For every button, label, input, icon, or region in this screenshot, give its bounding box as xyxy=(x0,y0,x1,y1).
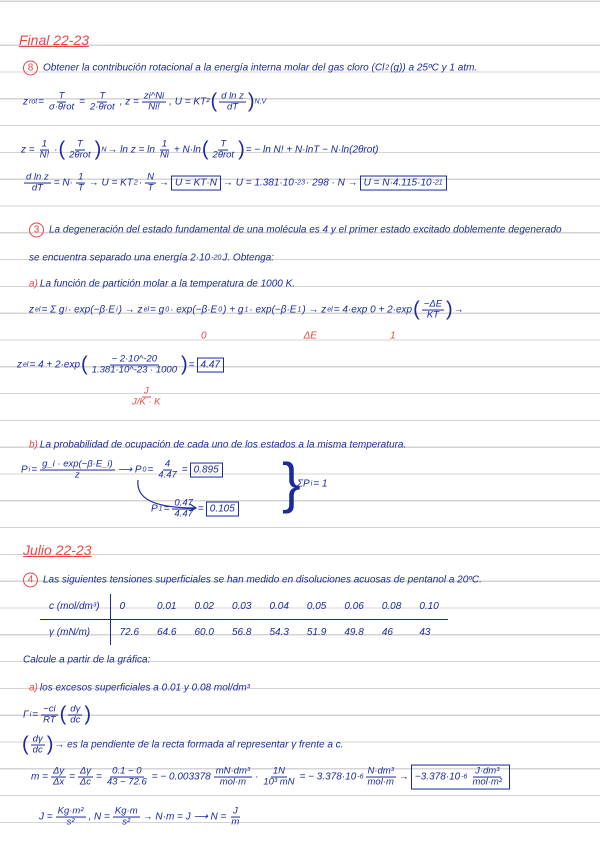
numerator: T xyxy=(58,90,65,102)
text: = xyxy=(147,464,154,476)
zel-derivation xyxy=(28,300,465,321)
text: = 4·exp 0 + 2·exp xyxy=(333,304,413,316)
text: 0.895 xyxy=(193,464,219,476)
denominator: 2θrot xyxy=(69,149,91,161)
parenthesis: ) xyxy=(446,299,453,321)
numerator: J·dm³ xyxy=(475,765,500,777)
subscript: 0 xyxy=(165,306,170,314)
fraction xyxy=(156,460,179,481)
text: ) → z xyxy=(118,304,143,316)
numerator: 0.1 − 0 xyxy=(112,765,142,777)
numerator: J xyxy=(143,385,149,397)
superscript: 2 xyxy=(133,179,138,187)
text: = xyxy=(96,771,102,783)
fraction xyxy=(211,140,237,161)
internal-energy-result xyxy=(22,173,448,194)
text: Calcule a partir de la gráfica: xyxy=(23,654,151,666)
slope-calculation xyxy=(30,765,511,790)
superscript: -23 xyxy=(294,179,305,187)
red-annotation: a) xyxy=(29,682,38,694)
parenthesis: ) xyxy=(181,354,188,376)
text: 0.105 xyxy=(209,503,235,515)
text: La función de partición molar a la temperatura de 1000 K. xyxy=(39,278,296,290)
subscript: i xyxy=(29,711,32,719)
fraction xyxy=(88,92,117,113)
numerator: 1 xyxy=(41,138,48,150)
part-a-surface-excess xyxy=(28,683,251,694)
fraction xyxy=(76,173,86,194)
unit-annotation xyxy=(128,387,165,408)
denominator: 1.381·10^-23 · 1000 xyxy=(91,364,177,376)
text: m = xyxy=(31,771,48,783)
text: = Σ g xyxy=(41,304,65,316)
parenthesis: ) xyxy=(238,139,245,161)
part-b-question xyxy=(28,440,407,451)
numerator: mN·dm³ xyxy=(215,765,251,777)
parenthesis: ( xyxy=(22,734,29,756)
text: Las siguientes tensiones superficiales se han medido en disoluciones acuosas de pentanol a 20ºC. xyxy=(43,574,482,586)
text: U = KT·N xyxy=(175,177,217,189)
text: · exp(−β·E xyxy=(170,304,218,316)
text: −3.378·10 xyxy=(414,771,461,783)
parenthesis: ( xyxy=(201,139,209,161)
text: Γ xyxy=(23,709,29,721)
concentration-cell: 0.10 xyxy=(410,594,447,620)
text: = xyxy=(188,359,195,371)
tension-cell: 60.0 xyxy=(194,627,214,638)
fraction xyxy=(229,807,241,828)
tension-cell: 43 xyxy=(419,627,431,638)
numerator: J xyxy=(232,805,238,817)
text: → xyxy=(398,771,409,783)
numerator: T xyxy=(99,90,106,102)
text: → ln z = ln xyxy=(107,144,155,156)
numerator: T xyxy=(220,138,227,150)
section-heading: Final 22-23 xyxy=(19,32,90,48)
text: → es la pendiente de la recta formada al representar γ frente a c. xyxy=(54,739,344,751)
fraction xyxy=(78,767,93,788)
fraction xyxy=(261,767,296,788)
concentration-cell: 0.05 xyxy=(298,594,335,620)
red-annotation: ΔE xyxy=(303,330,317,342)
red-annotation: a) xyxy=(29,278,38,290)
numerator: T xyxy=(77,138,83,150)
fraction xyxy=(113,807,140,828)
text: + N·ln xyxy=(173,144,201,156)
subscript: N,V xyxy=(254,98,267,106)
text: z xyxy=(17,359,22,371)
boxed-result xyxy=(360,176,447,191)
text: P xyxy=(151,503,158,515)
denominator: s² xyxy=(66,816,75,828)
subscript: rot xyxy=(29,98,38,106)
text: ⟶ P xyxy=(117,464,142,476)
denominator: σ·θrot xyxy=(49,101,75,113)
denominator: s² xyxy=(122,816,131,828)
numerator: −ci xyxy=(43,703,56,715)
red-annotation: 0 xyxy=(201,330,207,342)
problem-number: 3 xyxy=(29,223,44,238)
fraction xyxy=(158,140,171,161)
fraction xyxy=(56,807,86,828)
subscript: 1 xyxy=(158,505,163,513)
text: → xyxy=(159,177,170,189)
numerator: Kg·m xyxy=(114,805,138,817)
concentration-cell: 0 xyxy=(110,594,148,620)
text: → xyxy=(453,304,464,316)
subscript: 1 xyxy=(244,306,249,314)
subscript: i xyxy=(116,306,118,314)
superscript: -6 xyxy=(357,773,364,781)
superscript: N xyxy=(101,146,107,154)
parenthesis: ( xyxy=(59,704,67,726)
denominator: 43 − 72.6 xyxy=(106,776,147,788)
text: → U = KT xyxy=(88,177,133,189)
denominator: T xyxy=(77,182,84,194)
text: → U = 1.381·10 xyxy=(222,177,294,189)
fraction xyxy=(41,705,58,726)
text: = xyxy=(197,503,204,515)
denominator: N! xyxy=(39,149,50,161)
problem-3-statement-cont xyxy=(28,253,275,264)
subscript: 1 xyxy=(297,306,302,314)
text: = 4 + 2·exp xyxy=(29,359,81,371)
concentration-cell: 0.06 xyxy=(335,594,372,620)
superscript: -6 xyxy=(461,773,468,781)
parenthesis: ( xyxy=(413,299,420,321)
text: = xyxy=(163,503,170,515)
tension-cell: 54.3 xyxy=(269,627,289,638)
probability-sum xyxy=(296,479,328,490)
row-header: γ (mN/m) xyxy=(40,620,110,646)
text: J. Obtenga: xyxy=(222,252,275,264)
text: = g xyxy=(150,304,165,316)
text: La degeneración del estado fundamental de una molécula es 4 y el primer estado excitado doblemente degenerado xyxy=(49,224,562,236)
denominator: mol·m xyxy=(219,776,247,788)
text: z xyxy=(23,96,28,108)
denominator: 4.47 xyxy=(174,508,193,520)
text: z xyxy=(29,304,34,316)
subscript: i xyxy=(65,306,67,314)
denominator: 4.47 xyxy=(158,469,177,481)
text: = xyxy=(181,464,188,476)
concentration-cell: 0.02 xyxy=(186,594,223,620)
subscript: i xyxy=(28,466,31,474)
tension-cell: 49.8 xyxy=(344,627,364,638)
text: = 1 xyxy=(313,478,328,490)
numerator: Δγ xyxy=(79,765,92,777)
denominator: KT xyxy=(426,309,439,321)
numerator: d ln z xyxy=(221,90,244,102)
numerator: dγ xyxy=(70,703,81,715)
numerator: 0.47 xyxy=(174,497,193,509)
fraction xyxy=(219,92,246,113)
fraction xyxy=(142,92,166,113)
fraction xyxy=(47,92,76,113)
text: = N· xyxy=(53,177,73,189)
concentration-cell: 0.08 xyxy=(373,594,410,620)
subscript: 2 xyxy=(385,64,390,72)
text: U = N·4.115·10 xyxy=(363,177,432,189)
text: J = xyxy=(39,811,53,823)
numerator: 1N xyxy=(272,765,286,777)
text: (g)) a 25ºC y 1 atm. xyxy=(390,62,478,74)
numerator: N·dm³ xyxy=(367,765,394,777)
rot-formulas xyxy=(22,92,266,113)
subscript: el xyxy=(35,306,41,314)
text: · xyxy=(138,177,143,189)
concentration-cell: 0.04 xyxy=(260,594,297,620)
tension-cell: 46 xyxy=(381,627,393,638)
text: = xyxy=(69,771,75,783)
numerator: −ΔE xyxy=(423,298,443,310)
text: P xyxy=(21,464,28,476)
denominator: Δx xyxy=(52,776,65,788)
parenthesis: ( xyxy=(210,91,218,113)
text: · 298 · N → xyxy=(305,177,358,189)
subscript: 0 xyxy=(142,466,147,474)
fraction xyxy=(24,173,51,194)
problem-4-statement xyxy=(22,573,483,588)
numerator: − 2·10^-20 xyxy=(111,353,158,365)
numerator: 4 xyxy=(164,458,171,470)
parenthesis: ( xyxy=(81,354,88,376)
tension-cell: 51.9 xyxy=(306,627,327,638)
text: = − 3.378·10 xyxy=(299,771,357,783)
text: = − ln N! + N·lnT − N·ln(2θrot) xyxy=(245,144,379,156)
numerator: g_i · exp(−β·E_i) xyxy=(42,458,113,470)
text: · xyxy=(255,771,259,783)
parenthesis: ) xyxy=(247,91,255,113)
red-annotation: 1 xyxy=(389,330,396,342)
fraction xyxy=(172,499,195,520)
numerator: dγ xyxy=(32,733,43,745)
calc-instruction xyxy=(22,655,151,666)
text: , N = xyxy=(88,811,110,823)
text: · exp(−β·E xyxy=(249,304,297,316)
text: = xyxy=(79,96,85,108)
boxed-result xyxy=(190,463,223,478)
fraction xyxy=(145,173,156,194)
concentration-cell: 0.01 xyxy=(148,594,185,620)
numerator: 1 xyxy=(161,138,168,150)
text: , z = xyxy=(119,96,139,108)
boxed-result xyxy=(206,502,239,517)
problem-number: 8 xyxy=(23,61,38,76)
section-title-julio xyxy=(22,542,93,558)
concentration-cell: 0.03 xyxy=(223,594,260,620)
denominator: dc xyxy=(70,714,81,726)
numerator: d ln z xyxy=(26,171,49,183)
denominator: dT xyxy=(226,101,239,113)
subscript: 0 xyxy=(218,306,223,314)
text: La probabilidad de ocupación de cada uno de los estados a la misma temperatura. xyxy=(39,439,407,451)
denominator: J/K · K xyxy=(132,396,161,408)
part-a-question xyxy=(28,279,296,290)
red-annotations xyxy=(200,331,397,342)
text: 4.47 xyxy=(200,359,220,371)
subscript: el xyxy=(143,306,150,314)
text: ) + g xyxy=(223,304,244,316)
boxed-result xyxy=(411,765,510,790)
red-annotation: b) xyxy=(29,439,38,451)
text: Obtener la contribución rotacional a la energía interna molar del gas cloro (Cl xyxy=(43,62,385,74)
fraction xyxy=(67,140,93,161)
subscript: el xyxy=(327,306,333,314)
p0-result xyxy=(20,460,224,481)
numerator: Kg·m² xyxy=(57,805,84,817)
text: = xyxy=(31,464,38,476)
parenthesis: ) xyxy=(94,139,102,161)
text: = xyxy=(32,709,39,721)
lnz-derivation xyxy=(20,140,379,161)
text: · xyxy=(54,144,58,156)
denominator: T xyxy=(147,182,154,194)
tension-cell: 64.6 xyxy=(157,627,177,638)
denominator: RT xyxy=(43,714,56,726)
text: = − 0.003378 xyxy=(151,771,211,783)
denominator: mol·m xyxy=(367,776,394,788)
denominator: 10³ mN xyxy=(263,776,295,788)
denominator: 2·θrot xyxy=(90,101,115,113)
text: los excesos superficiales a 0.01 y 0.08 mol/dm³ xyxy=(39,682,251,694)
tension-cell: 72.6 xyxy=(119,627,140,638)
gibbs-equation xyxy=(22,705,91,726)
denominator: 2θrot xyxy=(212,149,235,161)
fraction xyxy=(51,767,66,788)
parenthesis: ) xyxy=(84,704,91,726)
text: se encuentra separado una energía 2·10 xyxy=(29,252,211,264)
fraction xyxy=(422,300,444,321)
text: · exp(−β·E xyxy=(67,304,116,316)
text: ΣP xyxy=(297,478,310,490)
text: ) → z xyxy=(302,304,327,316)
boxed-result xyxy=(197,358,224,373)
section-title-final xyxy=(18,32,90,48)
fraction xyxy=(105,767,149,788)
row-header: c (mol/dm³) xyxy=(40,594,110,620)
fraction xyxy=(130,387,163,408)
boxed-result xyxy=(171,176,221,191)
numerator: Δy xyxy=(52,765,65,777)
text: = xyxy=(38,96,45,108)
parenthesis: ) xyxy=(46,734,54,756)
denominator: Ni xyxy=(159,149,169,161)
superscript: -20 xyxy=(211,254,222,262)
denominator: mol·m² xyxy=(472,776,503,788)
problem-number: 4 xyxy=(23,573,38,588)
denominator: dT xyxy=(31,182,43,194)
numerator: 1 xyxy=(78,171,84,183)
section-heading: Julio 22-23 xyxy=(23,542,92,558)
fraction xyxy=(40,460,115,481)
fraction xyxy=(38,140,52,161)
superscript: -21 xyxy=(432,179,443,187)
subscript: el xyxy=(23,361,29,369)
unit-conversion xyxy=(38,807,243,828)
denominator: Δc xyxy=(79,776,92,788)
zel-result xyxy=(16,355,225,376)
p1-result xyxy=(150,499,240,520)
tension-cell: 56.8 xyxy=(231,627,252,638)
fraction xyxy=(366,767,396,788)
denominator: m xyxy=(231,816,240,828)
problem-3-statement xyxy=(28,223,563,238)
surface-tension-table xyxy=(40,594,448,645)
fraction xyxy=(90,355,179,376)
fraction xyxy=(68,705,82,726)
denominator: Ni! xyxy=(148,101,160,113)
brace: } xyxy=(282,451,301,514)
fraction xyxy=(31,735,45,756)
slope-definition xyxy=(22,735,344,756)
subscript: i xyxy=(310,480,313,488)
fraction xyxy=(214,767,252,788)
fraction xyxy=(470,767,504,788)
problem-8-statement xyxy=(22,61,478,76)
text: → N·m = J ⟶ N = xyxy=(142,811,227,823)
text: z = xyxy=(21,144,35,156)
text: , U = KT² xyxy=(169,96,210,108)
denominator: z xyxy=(75,469,80,481)
numerator: N xyxy=(147,171,155,183)
denominator: dc xyxy=(32,744,43,756)
parenthesis: ( xyxy=(58,139,66,161)
numerator: zi^Ni xyxy=(143,90,165,102)
